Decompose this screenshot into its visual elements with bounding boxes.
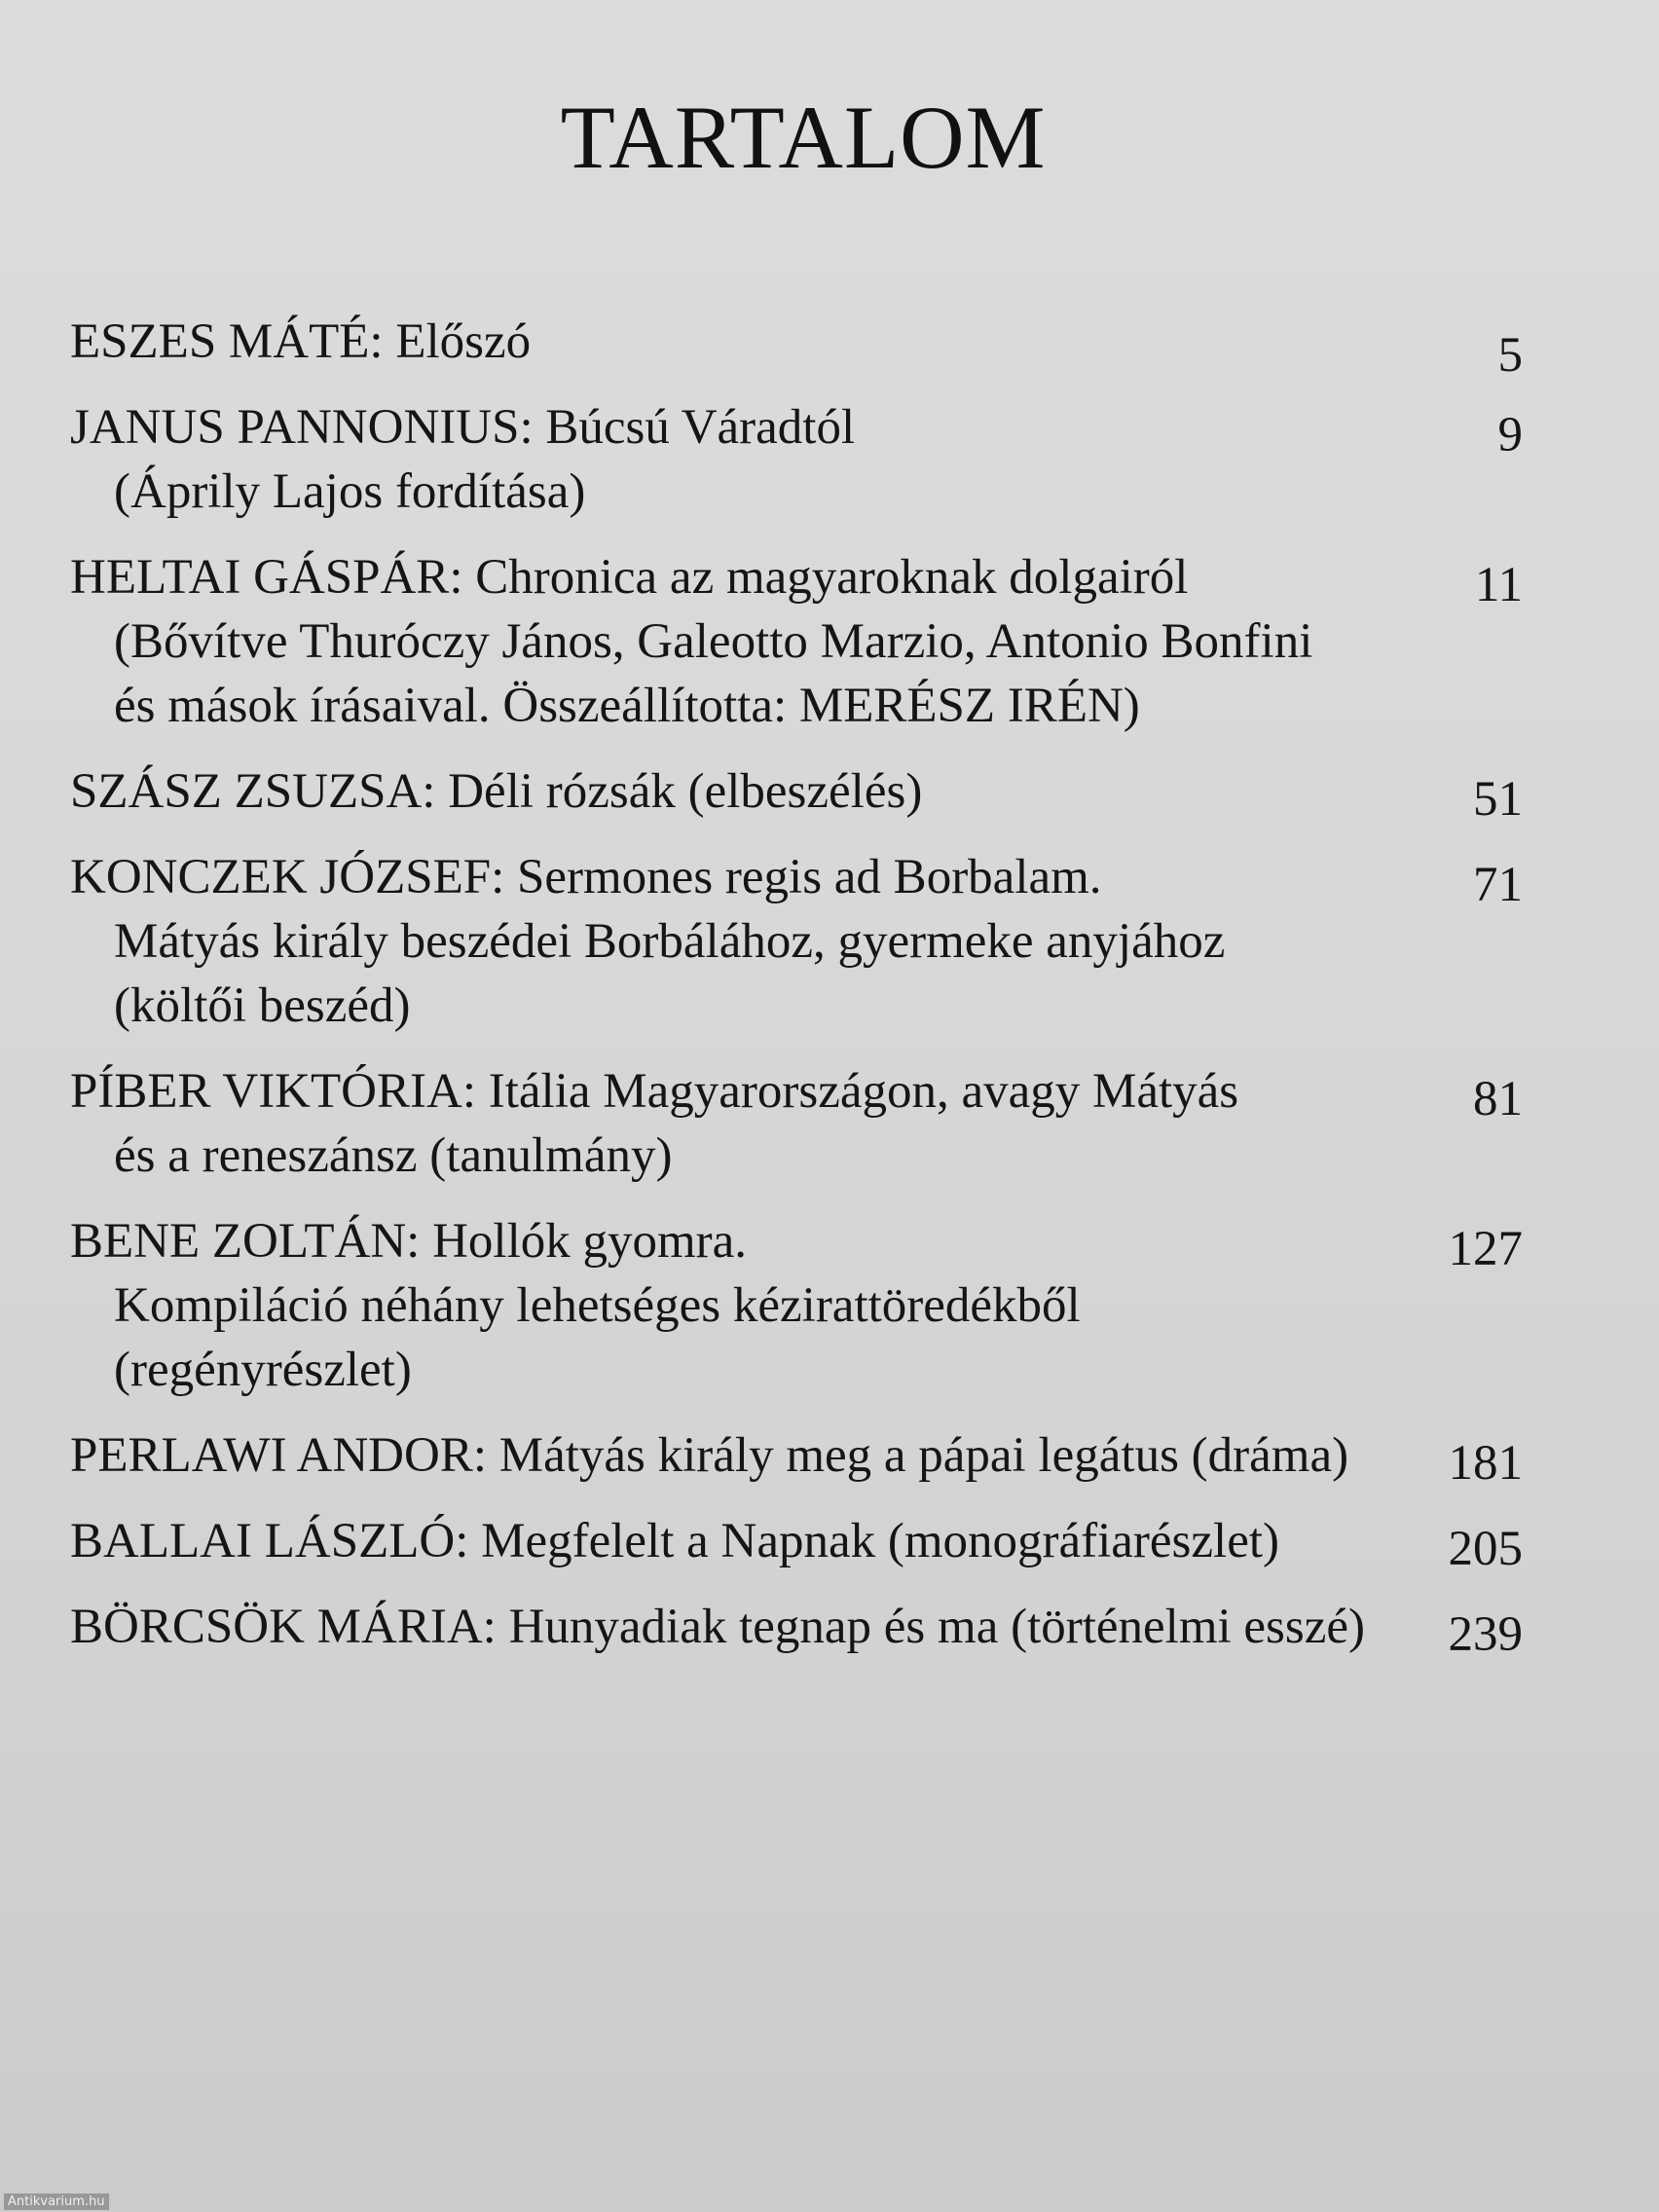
toc-entry-title: KONCZEK JÓZSEF: Sermones regis ad Borbalam. bbox=[70, 850, 1102, 904]
toc-entry bbox=[70, 395, 1523, 524]
toc-entry-page-number: 51 bbox=[1473, 772, 1523, 827]
toc-entry-title: PERLAWI ANDOR: Mátyás király meg a pápai legátus (dráma) bbox=[70, 1428, 1349, 1483]
toc-entry-title: BENE ZOLTÁN: Hollók gyomra. bbox=[70, 1214, 748, 1269]
toc-entry bbox=[70, 759, 1523, 827]
toc-entry bbox=[70, 845, 1523, 1038]
toc-entry bbox=[70, 1059, 1523, 1188]
toc-entry-subtitle: (Áprily Lajos fordítása) bbox=[114, 464, 586, 519]
toc-entry bbox=[70, 1595, 1523, 1662]
page-title: TARTALOM bbox=[560, 88, 1047, 187]
toc-entry-subtitle: Mátyás király beszédei Borbálához, gyermeke anyjához bbox=[114, 914, 1226, 969]
toc-entry-subtitle: Kompiláció néhány lehetséges kézirattöredékből bbox=[114, 1278, 1081, 1333]
toc-entry-title: BALLAI LÁSZLÓ: Megfelelt a Napnak (monográfiarészlet) bbox=[70, 1514, 1279, 1568]
table-of-contents bbox=[70, 310, 1523, 1680]
toc-entry-title: SZÁSZ ZSUZSA: Déli rózsák (elbeszélés) bbox=[70, 764, 923, 819]
toc-entry bbox=[70, 1423, 1523, 1491]
toc-entry-title: BÖRCSÖK MÁRIA: Hunyadiak tegnap és ma (történelmi esszé) bbox=[70, 1600, 1366, 1654]
toc-entry bbox=[70, 1209, 1523, 1402]
toc-entry-title: ESZES MÁTÉ: Előszó bbox=[70, 314, 532, 369]
toc-entry-subtitle: és mások írásaival. Összeállította: MERÉSZ IRÉN) bbox=[114, 679, 1140, 733]
toc-entry-page-number: 127 bbox=[1448, 1222, 1523, 1276]
toc-entry-title: HELTAI GÁSPÁR: Chronica az magyaroknak dolgairól bbox=[70, 550, 1189, 605]
toc-entry-title: PÍBER VIKTÓRIA: Itália Magyarországon, avagy Mátyás bbox=[70, 1064, 1239, 1119]
toc-entry-page-number: 239 bbox=[1448, 1607, 1523, 1662]
toc-entry bbox=[70, 310, 1523, 383]
toc-entry-page-number: 11 bbox=[1474, 558, 1523, 612]
toc-entry bbox=[70, 1509, 1523, 1576]
toc-entry-page-number: 5 bbox=[1497, 328, 1523, 383]
toc-entry-subtitle: és a reneszánsz (tanulmány) bbox=[114, 1128, 673, 1183]
toc-entry-page-number: 81 bbox=[1473, 1072, 1523, 1126]
toc-entry-page-number: 71 bbox=[1473, 858, 1523, 912]
toc-entry-subtitle: (regényrészlet) bbox=[114, 1343, 412, 1397]
toc-entry-page-number: 9 bbox=[1497, 408, 1523, 462]
toc-entry-subtitle: (költői beszéd) bbox=[114, 978, 411, 1033]
toc-entry-subtitle: (Bővítve Thuróczy János, Galeotto Marzio, Antonio Bonfini bbox=[114, 614, 1313, 669]
site-watermark: Antikvarium.hu bbox=[4, 2194, 109, 2210]
toc-entry bbox=[70, 545, 1523, 738]
toc-entry-page-number: 205 bbox=[1448, 1522, 1523, 1576]
toc-entry-page-number: 181 bbox=[1448, 1436, 1523, 1491]
toc-entry-title: JANUS PANNONIUS: Búcsú Váradtól bbox=[70, 400, 856, 455]
